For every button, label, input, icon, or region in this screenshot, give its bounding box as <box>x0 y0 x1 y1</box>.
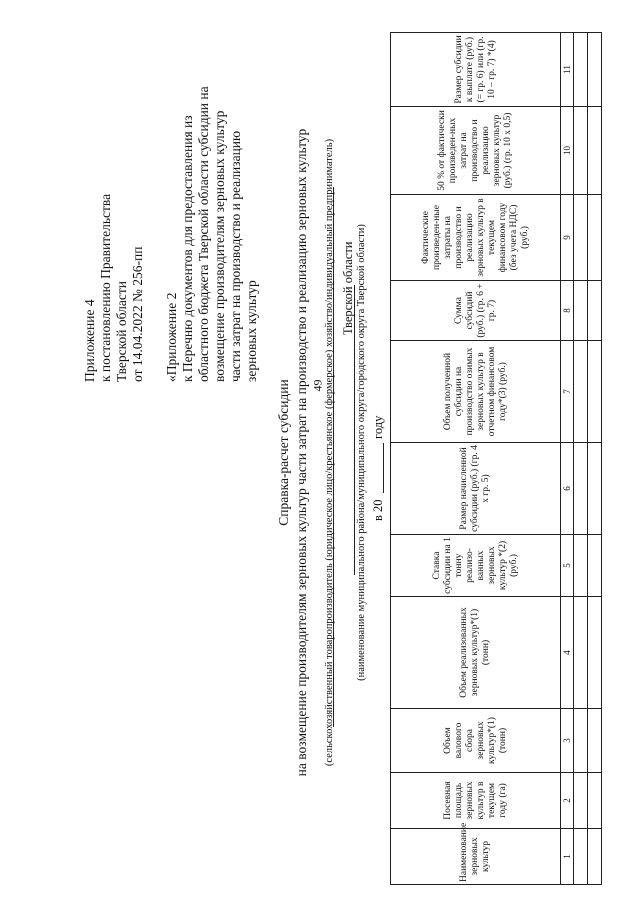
table-cell <box>588 597 602 709</box>
year-blank <box>383 443 384 493</box>
table-cell <box>588 107 602 195</box>
header-cell: 50 % от фактически произведен-ных затрат на производство и реализацию зерновых культур (руб.) (гр. 10 х 0,5) <box>391 107 561 195</box>
table-number-row <box>561 33 574 885</box>
calculation-table <box>390 32 602 885</box>
table-cell <box>574 535 588 597</box>
quote-line-4: возмещение производителям зерновых культур <box>212 110 227 382</box>
year-suffix: году <box>371 415 385 439</box>
appendix-line-1: Приложение 4 <box>82 299 97 382</box>
table-cell <box>574 773 588 829</box>
column-number: 9 <box>561 195 574 281</box>
header-cell: Объем полученной субсидии на производство озимых зерновых культур в отчетном финансовом году*(3) (руб.) <box>391 341 561 443</box>
table-cell <box>588 535 602 597</box>
appendix-line-2: к постановлению Правительства <box>98 193 113 382</box>
column-number: 7 <box>561 341 574 443</box>
column-number: 5 <box>561 535 574 597</box>
producer-caption: (сельскохозяйственный товаропроизводитель (юридическое лицо/крестьянское (фермерское) хозяйство/индивидуальный предприниматель) <box>324 138 335 767</box>
table-row <box>574 33 588 885</box>
header-cell: Объем реализованных зерновых культур*(1) (тонн) <box>391 597 561 709</box>
table-cell <box>588 195 602 281</box>
table-cell <box>588 773 602 829</box>
quote-line-3: областного бюджета Тверской области субсидии на <box>196 86 211 382</box>
table-cell <box>588 33 602 107</box>
appendix-line-4: от 14.04.2022 № 256-пп <box>130 246 145 382</box>
column-number: 6 <box>561 443 574 535</box>
header-cell: Наименование зерновых культур <box>391 829 561 885</box>
quote-line-6: зерновых культур <box>244 280 259 382</box>
table-cell <box>588 341 602 443</box>
table-cell <box>574 597 588 709</box>
title-line-1: Справка-расчет субсидии <box>276 379 291 526</box>
column-number: 2 <box>561 773 574 829</box>
table-cell <box>574 281 588 341</box>
table-cell <box>574 709 588 773</box>
table-cell <box>574 443 588 535</box>
header-cell: Фактические произведен-ные затраты на производство и реализацию зерновых культур в текущем финансовом году (без учета НДС) (руб.) <box>391 195 561 281</box>
table-cell <box>588 281 602 341</box>
page-number: 49 <box>310 379 325 392</box>
title-line-2: на возмещение производителям зерновых культур части затрат на производство и реализацию зерновых культур <box>294 128 309 777</box>
column-number: 11 <box>561 33 574 107</box>
table-cell <box>574 341 588 443</box>
appendix-line-3: Тверской области <box>114 281 129 382</box>
column-number: 4 <box>561 597 574 709</box>
header-cell: Размер начисленной субсидии (руб.) (гр. 4 х гр. 5) <box>391 443 561 535</box>
year-prefix: в 20 <box>371 499 385 521</box>
column-number: 8 <box>561 281 574 341</box>
table-cell <box>574 33 588 107</box>
quote-line-1: «Приложение 2 <box>164 292 179 382</box>
header-cell: Размер субсидии к выплате (руб.) (= гр. 6) или (гр. 10 – гр. 7) *(4) <box>391 33 561 107</box>
table-header-row <box>391 33 561 885</box>
column-number: 3 <box>561 709 574 773</box>
header-cell: Объем валового сбора зерновых культур*(1) (тонн) <box>391 709 561 773</box>
column-number: 10 <box>561 107 574 195</box>
header-cell: Посевная площадь зерновых культур в текущем году (га) <box>391 773 561 829</box>
table-cell <box>588 829 602 885</box>
table-cell <box>574 195 588 281</box>
quote-line-2: к Перечню документов для предоставления из <box>180 115 195 382</box>
municipality-caption: (наименование муниципального района/муниципального округа/городского округа Тверской области) <box>356 224 367 681</box>
column-number: 1 <box>561 829 574 885</box>
table-cell <box>574 829 588 885</box>
table-row <box>588 33 602 885</box>
table-cell <box>588 443 602 535</box>
table-cell <box>574 107 588 195</box>
region-text: Тверской области <box>341 241 355 335</box>
table-cell <box>588 709 602 773</box>
header-cell: Сумма субсидий (руб.) (гр. 6 + гр. 7) <box>391 281 561 341</box>
header-cell: Ставка субсидии на 1 тонну реализо-ванных зерновых культур *(2) (руб.) <box>391 535 561 597</box>
quote-line-5: части затрат на производство и реализацию <box>228 130 243 382</box>
